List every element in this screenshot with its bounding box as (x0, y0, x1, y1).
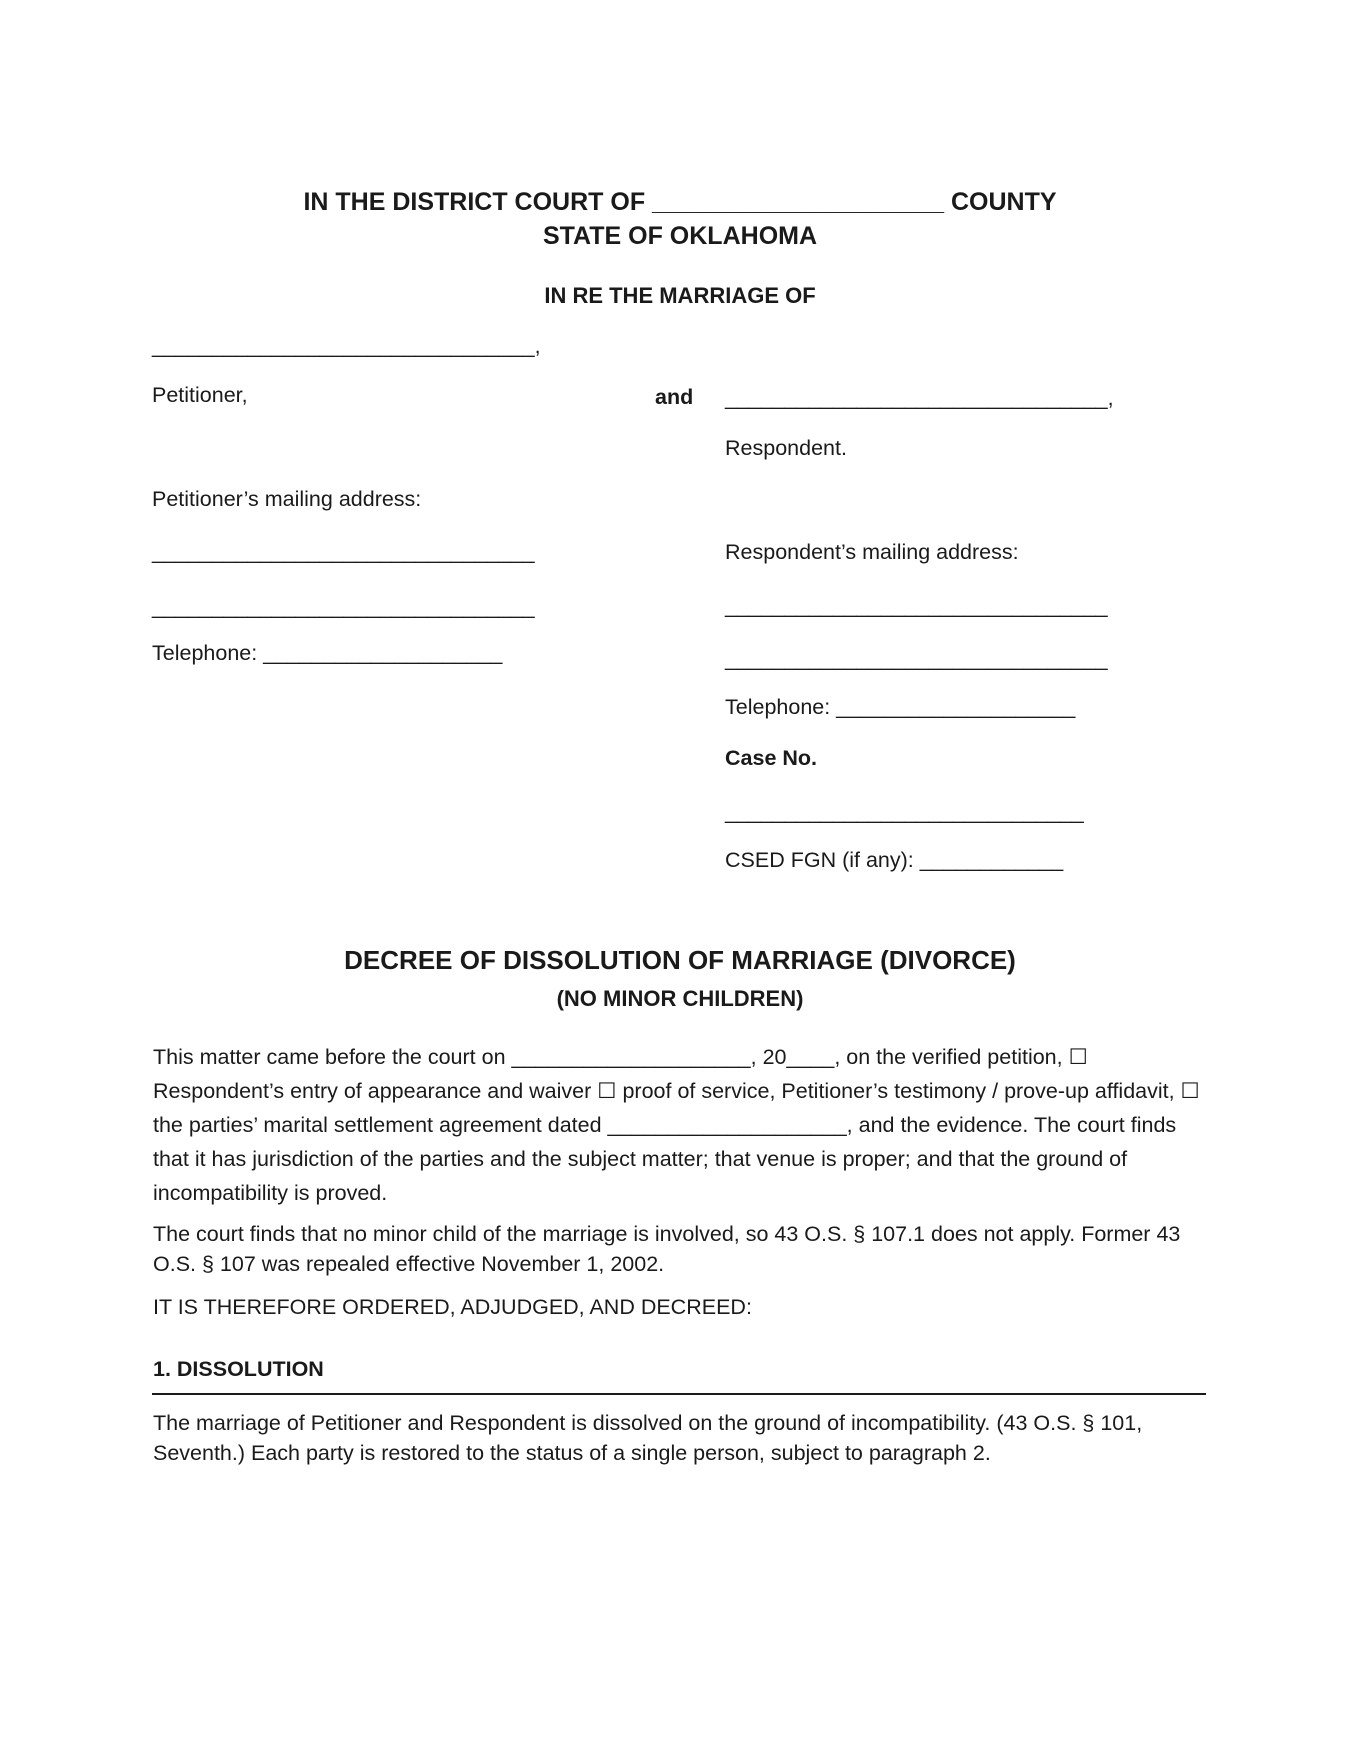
decree-subtitle: (NO MINOR CHILDREN) (556, 986, 804, 1011)
section-divider (152, 1393, 1206, 1395)
section-heading-dissolution: 1. DISSOLUTION (153, 1357, 324, 1381)
respondent-address-label: Respondent’s mailing address: (725, 540, 1019, 564)
respondent-address-line1[interactable]: ________________________________ (725, 594, 1108, 618)
case-no-field[interactable]: ______________________________ (725, 800, 1084, 824)
respondent-address-line2[interactable]: ________________________________ (725, 647, 1108, 671)
petitioner-label: Petitioner, (152, 383, 248, 407)
no-minor-children-paragraph: The court finds that no minor child of the marriage is involved, so 43 O.S. § 107.1 does not apply. Former 43 O.S. § 107 was repealed effective November 1, 2002. (153, 1222, 1181, 1276)
dissolution-paragraph: The marriage of Petitioner and Respondent is dissolved on the ground of incompatibility. (43 O.S. § 101, Seventh.) Each party is restored to the status of a single person, subject to paragraph 2. (153, 1411, 1143, 1465)
ordered-clause: IT IS THEREFORE ORDERED, ADJUDGED, AND DECREED: (153, 1295, 752, 1319)
case-no-label: Case No. (725, 746, 818, 770)
petitioner-telephone-field[interactable]: Telephone: ____________________ (152, 641, 503, 665)
court-heading: IN THE DISTRICT COURT OF _____________________ COUNTY (303, 188, 1057, 216)
respondent-telephone-field[interactable]: Telephone: ____________________ (725, 695, 1076, 719)
petitioner-address-line1[interactable]: ________________________________ (152, 540, 535, 564)
respondent-label: Respondent. (725, 436, 847, 460)
petitioner-address-line2[interactable]: ________________________________ (152, 595, 535, 619)
decree-title: DECREE OF DISSOLUTION OF MARRIAGE (DIVORCE) (344, 945, 1016, 975)
and-label: and (655, 385, 694, 409)
respondent-name-field[interactable]: ________________________________, (725, 386, 1114, 410)
csed-fgn-field[interactable]: CSED FGN (if any): ____________ (725, 848, 1064, 872)
in-re-heading: IN RE THE MARRIAGE OF (544, 283, 816, 308)
petitioner-address-label: Petitioner’s mailing address: (152, 487, 422, 511)
petitioner-name-field[interactable]: ________________________________, (152, 334, 541, 358)
state-heading: STATE OF OKLAHOMA (542, 222, 818, 250)
findings-paragraph: This matter came before the court on ____________________, 20____, on the verified petition, ☐ Respondent’s entry of appearance and waiver ☐ proof of service, Petitioner’s testimony / prove-up affidavit, ☐ the parties’ marital settlement agreement dated ____________________, and the evidence. The court finds that it has jurisdiction of the parties and the subject matter; that venue is proper; and that the ground of incompatibility is proved. (153, 1045, 1200, 1205)
